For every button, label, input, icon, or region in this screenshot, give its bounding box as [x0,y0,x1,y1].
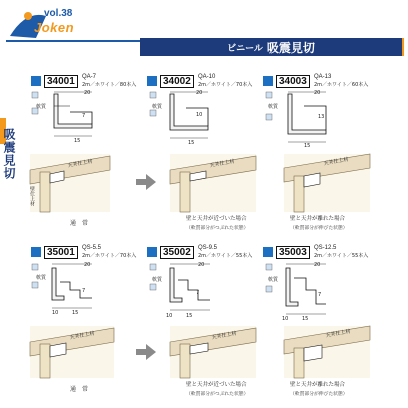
install-illustration-normal [30,326,114,378]
soft-label: 軟質 [36,104,47,110]
product-marker [31,76,41,86]
product-code: 34001 [44,75,78,88]
profile-drawing [148,260,258,322]
install-illustration-far [284,326,370,378]
dim-width: 20 [84,262,91,268]
dim-depth: 15 [302,316,309,322]
install-illustration-normal [30,154,110,212]
product-model: QA-10 [198,74,216,80]
profile-drawing [30,88,140,150]
caption-far-sub: （軟質部分が伸びた状態） [290,392,348,397]
product-marker [147,76,157,86]
svg-text:天井仕上材: 天井仕上材 [209,158,235,169]
install-illustration-far [284,154,370,212]
install-illustration-close [170,326,256,378]
dim-gap: 7 [196,290,200,296]
product-code: 34003 [276,75,310,88]
caption-close: 壁と天井が近づいた場合 [186,382,247,388]
dim-gap: 10 [196,112,203,118]
product-spec: 2m／ホワイト／70本入 [82,253,137,259]
dim-offset: 10 [52,310,59,316]
product-model: QA-7 [82,74,97,80]
arrow-right-icon [136,174,156,190]
dim-depth: 15 [188,140,195,146]
caption-far: 壁と天井が離れた場合 [290,216,346,222]
product-marker [31,247,41,257]
soft-label: 軟質 [152,277,163,283]
dim-depth: 15 [72,310,79,316]
product-model: QS-12.5 [314,245,337,251]
dim-gap: 7 [82,288,86,294]
product-code: 34002 [160,75,194,88]
svg-text:天井仕上材: 天井仕上材 [325,328,351,339]
product-model: QS-9.5 [198,245,218,251]
brand-name: Joken [34,20,75,35]
dim-depth: 15 [304,143,311,149]
section-banner [140,38,402,56]
svg-text:壁仕上材: 壁仕上材 [29,186,35,206]
banner-title: 吸震見切 [266,40,315,55]
dim-offset: 10 [282,316,289,322]
svg-text:天井仕上材: 天井仕上材 [211,330,237,341]
product-model: QS-5.5 [82,245,102,251]
profile-drawing [264,260,374,322]
product-spec: 2m／ホワイト／80本入 [82,82,137,88]
product-marker [263,247,273,257]
svg-text:天井仕上材: 天井仕上材 [323,156,349,167]
product-spec: 2m／ホワイト／60本入 [314,82,369,88]
profile-drawing [148,88,258,150]
caption-close: 壁と天井が近づいた場合 [186,216,247,222]
dim-depth: 15 [186,313,193,319]
soft-label: 軟質 [36,275,47,281]
product-code: 35001 [44,246,78,259]
dim-gap: 7 [318,292,322,298]
caption-close-sub: （軟質部分がつぶれた状態） [186,392,249,397]
dim-depth: 15 [74,138,81,144]
dim-offset: 10 [166,313,173,319]
sidebar-title: 吸震見切 [2,128,16,180]
soft-label: 軟質 [152,104,163,110]
banner-accent [402,38,404,56]
product-code: 35002 [160,246,194,259]
product-spec: 2m／ホワイト／55本入 [314,253,369,259]
product-marker [147,247,157,257]
dim-gap: 13 [318,114,325,120]
arrow-right-icon [136,344,156,360]
caption-normal: 通 常 [70,220,89,227]
soft-label: 軟質 [268,277,279,283]
caption-close-sub: （軟質部分がつぶれた状態） [186,226,249,231]
caption-normal: 通 常 [70,386,89,393]
volume-label: vol.38 [44,8,73,19]
dim-width: 20 [314,90,321,96]
product-spec: 2m／ホワイト／70本入 [198,82,253,88]
caption-far-sub: （軟質部分が伸びた状態） [290,226,348,231]
install-illustration-close [170,154,256,212]
product-marker [263,76,273,86]
dim-gap: 7 [82,113,86,119]
product-model: QA-13 [314,74,332,80]
dim-width: 20 [198,262,205,268]
banner-small-text: ビニール [227,43,263,54]
soft-label: 軟質 [268,104,279,110]
product-code: 35003 [276,246,310,259]
dim-width: 20 [196,90,203,96]
dim-width: 20 [314,262,321,268]
dim-width: 20 [84,90,91,96]
product-spec: 2m／ホワイト／55本入 [198,253,253,259]
svg-text:天井仕上材: 天井仕上材 [69,330,95,341]
svg-text:天井仕上材: 天井仕上材 [67,158,93,169]
caption-far: 壁と天井が離れた場合 [290,382,346,388]
